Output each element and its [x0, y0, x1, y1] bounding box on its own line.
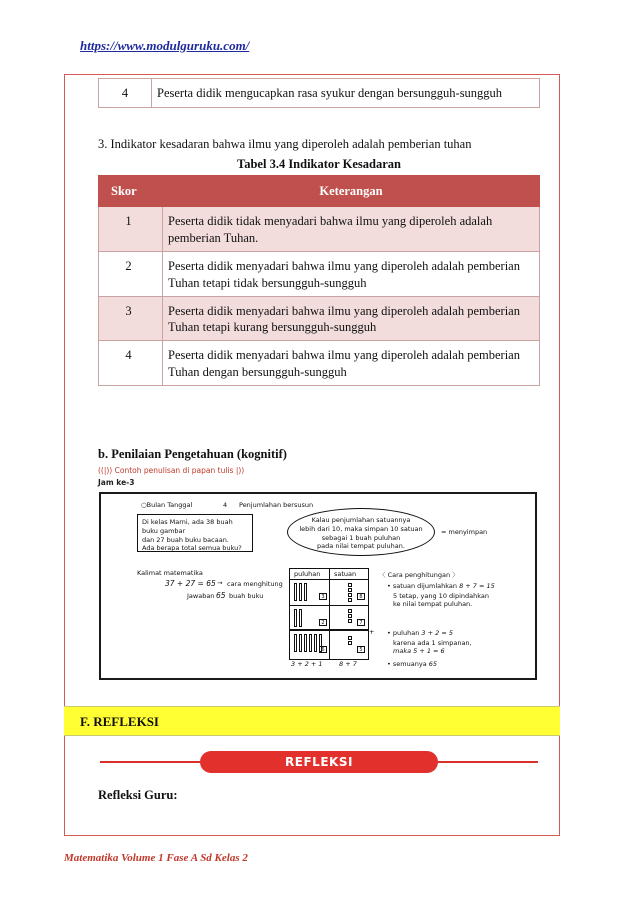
- ones-cube: [348, 593, 352, 597]
- figure-caption: ((|)) Contoh penulisan di papan tulis |)): [98, 466, 245, 475]
- digit-tag: 8: [357, 593, 365, 600]
- description-cell: Peserta didik menyadari bahwa ilmu yang diperoleh adalah pemberian Tuhan dengan bersungguh-sungguh: [163, 341, 540, 386]
- puluhan-header: puluhan: [294, 570, 321, 578]
- description-cell: Peserta didik tidak menyadari bahwa ilmu yang diperoleh adalah pemberian Tuhan.: [163, 207, 540, 252]
- digit-tag: 6: [319, 646, 327, 653]
- digit-tag: 7: [357, 619, 365, 626]
- tens-stick: [294, 634, 297, 652]
- table-row: [99, 251, 540, 296]
- tens-stick: [299, 583, 302, 601]
- tens-stick: [304, 634, 307, 652]
- bracket-right-icon: 〉: [452, 571, 459, 579]
- table-row: [99, 296, 540, 341]
- cara-label: cara menghitung: [227, 580, 283, 588]
- kalimat-label: Kalimat matematika: [137, 569, 203, 577]
- rule-bubble: Kalau penjumlahan satuannya lebih dari 10, maka simpan 10 satuan sebagai 1 buah puluhan pada nilai tempat puluhan.: [287, 508, 435, 556]
- tens-stick: [294, 609, 297, 627]
- sound-wave-icon: ((|)): [98, 466, 113, 475]
- step-3: • puluhan 3 + 2 = 5: [387, 629, 453, 637]
- column-header-keterangan: Keterangan: [163, 176, 540, 207]
- table-caption: Tabel 3.4 Indikator Kesadaran: [237, 157, 401, 171]
- digit-tag: 3: [319, 593, 327, 600]
- tens-stick: [314, 634, 317, 652]
- banner-label: REFLEKSI: [200, 751, 438, 773]
- tens-stick: [304, 583, 307, 601]
- circle-icon: ○: [141, 501, 147, 509]
- tens-stick: [294, 583, 297, 601]
- step-1: • satuan dijumlahkan 8 + 7 = 15: [387, 582, 495, 590]
- score-cell: 4: [99, 341, 163, 386]
- score-cell: 4: [99, 79, 152, 108]
- previous-table-last-row: [98, 78, 540, 108]
- lesson-hour-label: Jam ke-3: [98, 478, 135, 487]
- satuan-header: satuan: [334, 570, 357, 578]
- jawaban-label: Jawaban: [187, 592, 215, 600]
- description-cell: Peserta didik menyadari bahwa ilmu yang diperoleh adalah pemberian Tuhan tetapi kurang bersungguh-sungguh: [163, 296, 540, 341]
- refleksi-guru-label: Refleksi Guru:: [98, 788, 178, 802]
- cara-title: 〈 Cara penghitungan 〉: [379, 571, 459, 579]
- table-row: [99, 79, 540, 108]
- lesson-number: 4: [223, 501, 228, 509]
- date-line: ○Bulan Tanggal: [141, 501, 193, 509]
- bullet-icon: •: [387, 582, 391, 590]
- section-f-title: F. REFLEKSI: [80, 714, 159, 729]
- table-row: [99, 341, 540, 386]
- refleksi-banner: [100, 749, 538, 775]
- section-f-header: [64, 706, 560, 736]
- tens-stick: [309, 634, 312, 652]
- answer-value: 65: [216, 591, 226, 600]
- plus-icon: +: [369, 628, 375, 636]
- step-4b: maka 5 + 1 = 6: [393, 647, 445, 655]
- table-header-row: [99, 176, 540, 207]
- lesson-topic: Penjumlahan bersusun: [239, 501, 314, 509]
- description-cell: Peserta didik menyadari bahwa ilmu yang diperoleh adalah pemberian Tuhan tetapi tidak bersungguh-sungguh: [163, 251, 540, 296]
- bullet-icon: •: [387, 629, 391, 637]
- step-2: 5 tetap, yang 10 dipindahkan: [393, 592, 489, 600]
- score-cell: 2: [99, 251, 163, 296]
- ones-cube: [348, 588, 352, 592]
- place-value-chart: [289, 568, 369, 660]
- ones-cube: [348, 609, 352, 613]
- section-b-title: b. Penilaian Pengetahuan (kognitif): [98, 447, 287, 461]
- ones-sum: 8 + 7: [339, 660, 357, 668]
- bracket-left-icon: 〈: [379, 571, 386, 579]
- footer-text: Matematika Volume 1 Fase A Sd Kelas 2: [64, 852, 248, 864]
- score-cell: 1: [99, 207, 163, 252]
- header-url-link[interactable]: https://www.modulguruku.com/: [80, 38, 250, 53]
- score-cell: 3: [99, 296, 163, 341]
- bullet-icon: •: [387, 660, 391, 668]
- arrow-right-icon: →: [217, 579, 223, 587]
- ones-cube: [348, 641, 352, 645]
- indicator-table: [98, 175, 540, 386]
- tens-stick: [299, 634, 302, 652]
- equation: 37 + 27 = 65: [165, 579, 216, 588]
- digit-tag: 2: [319, 619, 327, 626]
- sound-wave-icon: |)): [235, 466, 245, 475]
- column-header-skor: Skor: [99, 176, 163, 207]
- blackboard-example: [99, 492, 537, 680]
- step-4: karena ada 1 simpanan,: [393, 639, 472, 647]
- step-5: • semuanya 65: [387, 660, 438, 668]
- tens-sum: 3 + 2 + 1: [291, 660, 323, 668]
- tens-stick: [299, 609, 302, 627]
- ones-cube: [348, 614, 352, 618]
- ones-cube: [348, 598, 352, 602]
- ones-cube: [348, 636, 352, 640]
- table-row: [99, 207, 540, 252]
- ones-cube: [348, 619, 352, 623]
- menyimpan-label: = menyimpan: [441, 528, 488, 536]
- step-2b: ke nilai tempat puluhan.: [393, 600, 473, 608]
- answer-unit: buah buku: [229, 592, 264, 600]
- digit-tag: 5: [357, 646, 365, 653]
- ones-cube: [348, 583, 352, 587]
- indicator-heading: 3. Indikator kesadaran bahwa ilmu yang diperoleh adalah pemberian tuhan: [98, 137, 472, 151]
- description-cell: Peserta didik mengucapkan rasa syukur dengan bersungguh-sungguh: [152, 79, 540, 108]
- story-problem-box: Di kelas Marni, ada 38 buah buku gambar dan 27 buah buku bacaan. Ada berapa total semua buku?: [137, 514, 253, 552]
